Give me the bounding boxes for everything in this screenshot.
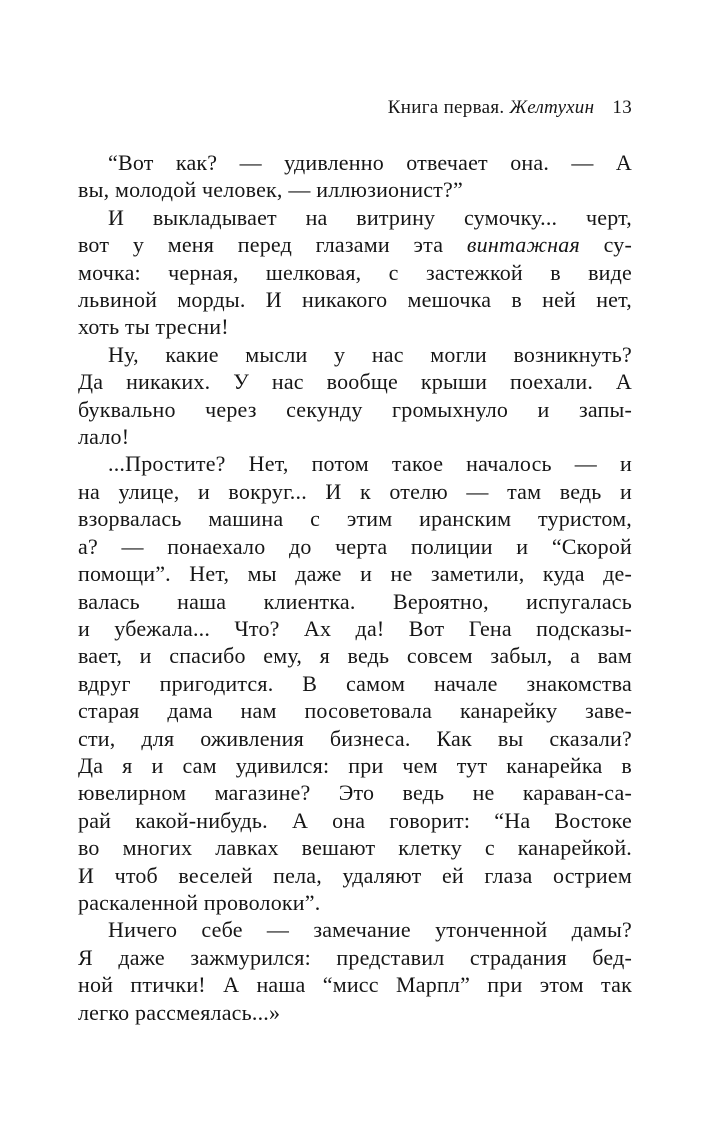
- text-line: “Вот как? — удивленно отвечает она. — А: [108, 150, 632, 175]
- text-line: Ничего себе — замечание утонченной дамы?: [108, 917, 632, 943]
- text-line: во многих лавках вешают клетку с канарейкой.: [78, 835, 632, 861]
- text-line: Да я и сам удивился: при чем тут канарейка в: [78, 752, 632, 778]
- text-line: рай какой-нибудь. А она говорит: “На Востоке: [78, 807, 632, 833]
- header-chapter-title: Желтухин: [509, 97, 595, 118]
- text-line: ...Простите? Нет, потом такое началось — и: [108, 451, 632, 477]
- text-line: львиной морды. И никакого мешочка в ней нет,: [78, 287, 632, 313]
- text-line: И выкладывает на витрину сумочку... черт,: [108, 204, 632, 230]
- text-line: Да никаких. У нас вообще крыши поехали. А: [78, 369, 632, 395]
- page-number: 13: [612, 97, 632, 118]
- line-segment: су-: [579, 232, 632, 258]
- paragraph: [78, 916, 632, 1026]
- text-line: И чтоб веселей пела, удаляют ей глаза острием: [78, 862, 632, 888]
- paragraph: [78, 341, 632, 451]
- text-line: вдруг пригодится. В самом начале знакомства: [78, 670, 632, 696]
- text-line: а? — понаехало до черта полиции и “Скорой: [78, 533, 632, 559]
- text-line: мочка: черная, шелковая, с застежкой в виде: [78, 259, 632, 285]
- text-line: Ну, какие мысли у нас могли возникнуть?: [108, 341, 632, 367]
- text-line: раскаленной проволоки”.: [78, 889, 321, 915]
- text-line: валась наша клиентка. Вероятно, испугалась: [78, 588, 632, 614]
- text-line: на улице, и вокруг... И к отелю — там ведь и: [78, 478, 632, 504]
- text-line: старая дама нам посоветовала канарейку заве-: [78, 698, 632, 724]
- text-line: ной птички! А наша “мисс Марпл” при этом так: [78, 972, 632, 998]
- paragraph: [78, 204, 632, 341]
- text-line: ювелирном магазине? Это ведь не караван-са-: [78, 780, 632, 806]
- running-header: [78, 97, 632, 118]
- text-line: буквально через секунду громыхнуло и запы-: [78, 396, 632, 422]
- text-line: хоть ты тресни!: [78, 314, 229, 340]
- paragraph: [78, 149, 632, 204]
- line-segment-italic: винтажная: [466, 232, 580, 258]
- text-line: сти, для оживления бизнеса. Как вы сказали?: [78, 725, 632, 751]
- text-line: Я даже зажмурился: представил страдания бед-: [78, 944, 632, 970]
- header-book-title: Книга первая.: [387, 97, 505, 118]
- line-segment: вот у меня перед глазами эта: [78, 232, 467, 258]
- text-line: вы, молодой человек, — иллюзионист?”: [78, 177, 463, 203]
- text-block: [78, 97, 632, 1026]
- text-line: легко рассмеялась...»: [78, 999, 281, 1025]
- text-line: взорвалась машина с этим иранским туристом,: [78, 506, 632, 532]
- text-line: и убежала... Что? Ах да! Вот Гена подсказы-: [78, 615, 632, 641]
- paragraph: [78, 450, 632, 916]
- text-line: помощи”. Нет, мы даже и не заметили, куда де-: [78, 561, 632, 587]
- text-line: лало!: [78, 424, 130, 450]
- text-line: [78, 231, 632, 258]
- text-line: вает, и спасибо ему, я ведь совсем забыл, а вам: [78, 643, 632, 669]
